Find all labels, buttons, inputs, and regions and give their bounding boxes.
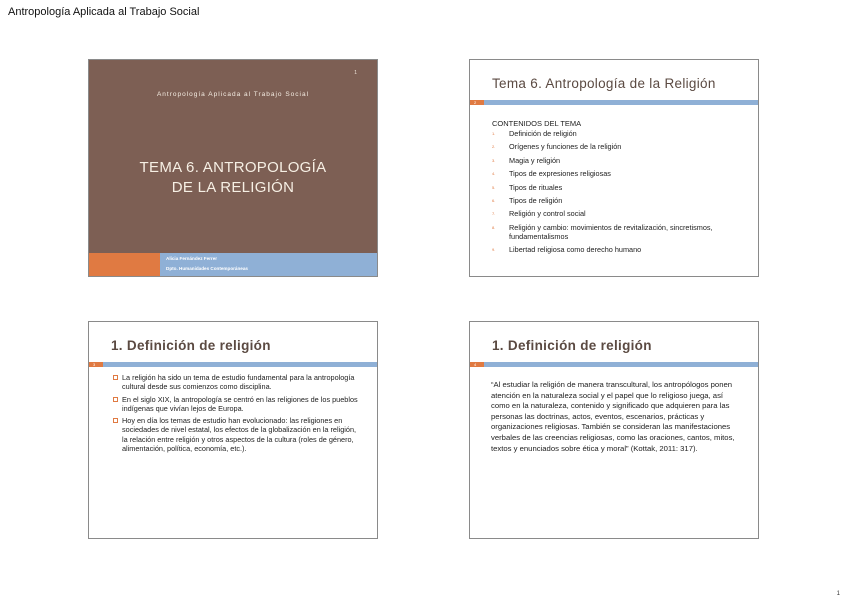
page-header: Antropología Aplicada al Trabajo Social [8,6,200,18]
list-item: 4. Tipos de expresiones religiosas [492,169,611,179]
list-item: 9. Libertad religiosa como derecho humano [492,245,642,255]
accent-marker [89,362,103,367]
list-item: 3. Magia y religión [492,155,561,165]
accent-bar [470,362,758,367]
slide-number: 2 [474,100,477,105]
list-item: Hoy en día los temas de estudio han evolucionado: las religiones en sociedades de nivel estatal, los efectos de la globalización en la religión, la relación entre religión y otros aspectos de la cultura (roles de género, alimentación, política, economía, etc.). [113,416,363,453]
accent-bar [89,362,377,367]
slide-heading: Tema 6. Antropología de la Religión [492,76,716,91]
accent-marker [470,362,484,367]
slide-definition-bullets [88,321,378,539]
list-item: 7. Religión y control social [492,209,586,219]
page-number: 1 [836,591,840,597]
bullet-list [113,373,363,456]
list-item: En el siglo XIX, la antropología se centró en las religiones de los pueblos indígenas que vivían lejos de Europa. [113,395,363,414]
slide-number: 3 [93,362,96,367]
list-item: 2. Orígenes y funciones de la religión [492,142,622,152]
bullet-square-icon [113,375,118,380]
title-line-2: DE LA RELIGIÓN [171,179,295,196]
course-name: Antropología Aplicada al Trabajo Social [156,91,310,98]
slide-number: 1 [354,70,357,76]
presentation-title [119,158,347,198]
bullet-square-icon [113,397,118,402]
definition-quote: “Al estudiar la religión de manera transcultural, los antropólogos ponen atención en la naturaleza social y el papel que lo religioso juega, así como en la naturaleza, contenido y significado que adquieren para las personas las doctrinas, actos, eventos, escenarios, prácticas y organizaciones religiosas. También se consideran las manifestaciones verbales de las creencias religiosas, como las oraciones, cantos, mitos, textos y enunciados sobre ética y moral” (Kottak, 2011: 317). [491,380,735,453]
list-item: La religión ha sido un tema de estudio fundamental para la antropología cultural desde sus comienzos como disciplina. [113,373,363,392]
list-item: 1. Definición de religión [492,129,577,138]
slide-number: 4 [474,362,477,367]
accent-marker [470,100,484,105]
bullet-square-icon [113,418,118,423]
title-line-1: TEMA 6. ANTROPOLOGÍA [139,159,327,176]
accent-bar [470,100,758,105]
slide-contents [469,59,759,277]
list-item: 5. Tipos de rituales [492,182,563,192]
contents-heading: CONTENIDOS DEL TEMA [492,119,582,128]
slide-definition-quote [469,321,759,539]
author-name: Alicia Fernández Ferrer [166,256,218,261]
footer-orange-block [89,253,160,277]
slide-heading: 1. Definición de religión [111,338,271,353]
list-item: 6. Tipos de religión [492,195,563,205]
list-item: 8. Religión y cambio: movimientos de revitalización, sincretismos, fundamentalismos [492,222,713,241]
slide-heading: 1. Definición de religión [492,338,652,353]
department-name: Dpto. Humanidades Contemporáneas [166,266,248,271]
topic-list [492,129,752,259]
slide-title [88,59,378,277]
